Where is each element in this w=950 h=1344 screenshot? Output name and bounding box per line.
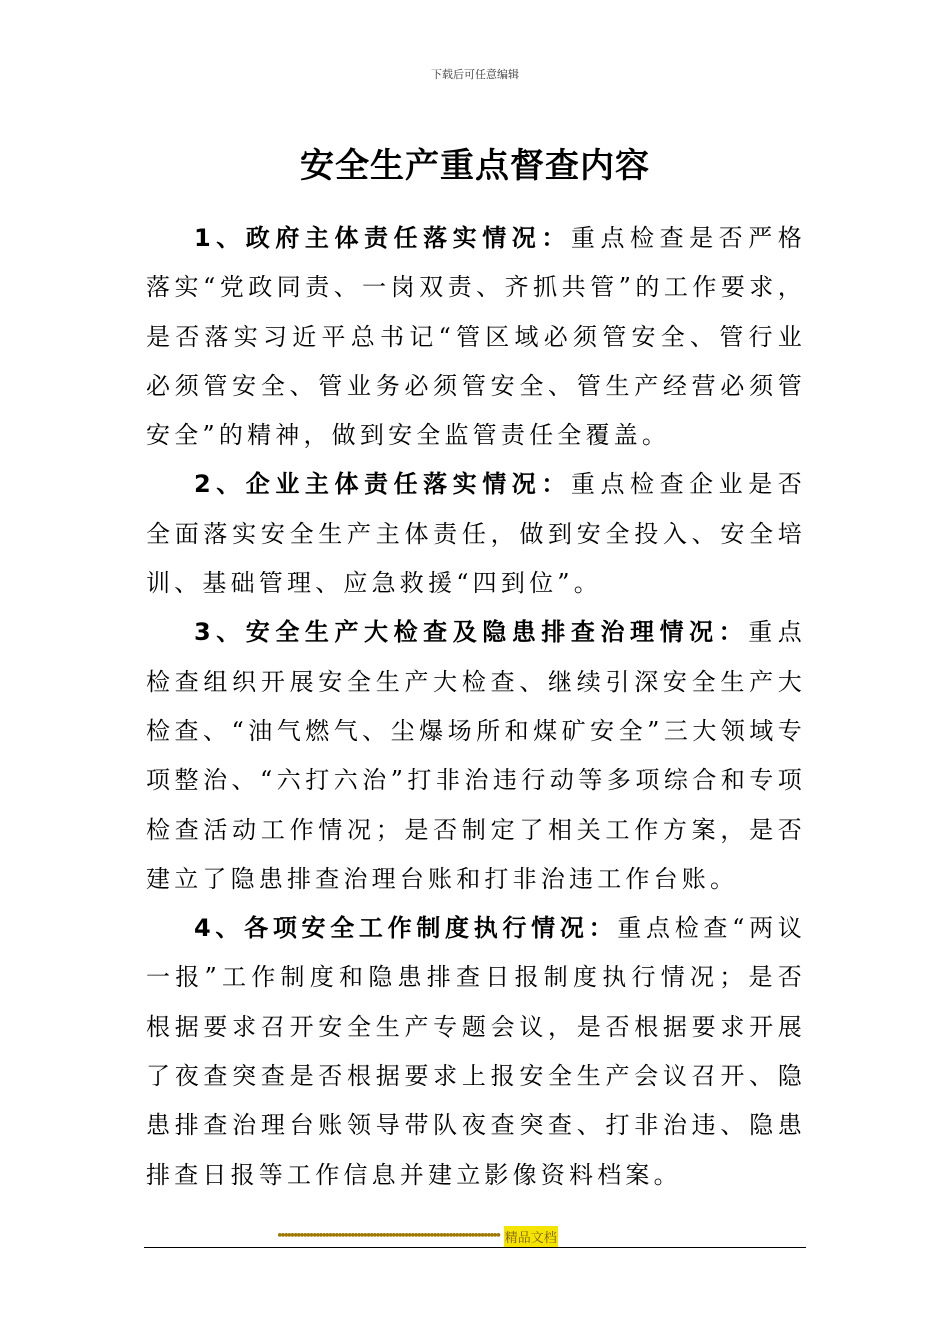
paragraph-1-text: 重点检查是否严格落实“党政同责、一岗双责、齐抓共管”的工作要求，是否落实习近平总书记“管区域必须管安全、管行业必须管安全、管业务必须管安全、管生产经营必须管安全”的精神，做到安全监管责任全覆盖。	[146, 224, 806, 450]
paragraph-4	[146, 904, 806, 1200]
paragraph-2-text: 重点检查企业是否全面落实安全生产主体责任，做到安全投入、安全培训、基础管理、应急救援“四到位”。	[146, 470, 806, 598]
paragraph-2-heading: 2、企业主体责任落实情况：	[194, 470, 571, 499]
header-note: 下载后可任意编辑	[431, 68, 519, 81]
paragraph-2	[146, 460, 806, 608]
footer-dot-leader: ••••••••••••••••••••••••••••••••••••••••••••••••••••••••••••••••••••••	[276, 1228, 498, 1244]
document-title: 安全生产重点督查内容	[300, 146, 650, 186]
paragraph-1	[146, 214, 806, 460]
paragraph-4-text: 重点检查“两议一报”工作制度和隐患排查日报制度执行情况；是否根据要求召开安全生产专题会议，是否根据要求开展了夜查突查是否根据要求上报安全生产会议召开、隐患排查治理台账领导带队夜查突查、打非治违、隐患排查日报等工作信息并建立影像资料档案。	[146, 914, 807, 1189]
paragraph-4-heading: 4、各项安全工作制度执行情况：	[194, 914, 618, 943]
footer-label: 精品文档	[504, 1226, 558, 1247]
paragraph-3-text: 重点检查组织开展安全生产大检查、继续引深安全生产大检查、“油气燃气、尘爆场所和煤矿安全”三大领域专项整治、“六打六治”打非治违行动等多项综合和专项检查活动工作情况；是否制定了相关工作方案，是否建立了隐患排查治理台账和打非治违工作台账。	[146, 618, 807, 893]
document-body	[146, 214, 806, 1200]
footer-watermark	[276, 1226, 558, 1246]
paragraph-3-heading: 3、安全生产大检查及隐患排查治理情况：	[194, 618, 749, 647]
paragraph-1-heading: 1、政府主体责任落实情况：	[194, 224, 571, 252]
paragraph-3	[146, 608, 806, 904]
footer-divider	[144, 1247, 806, 1248]
